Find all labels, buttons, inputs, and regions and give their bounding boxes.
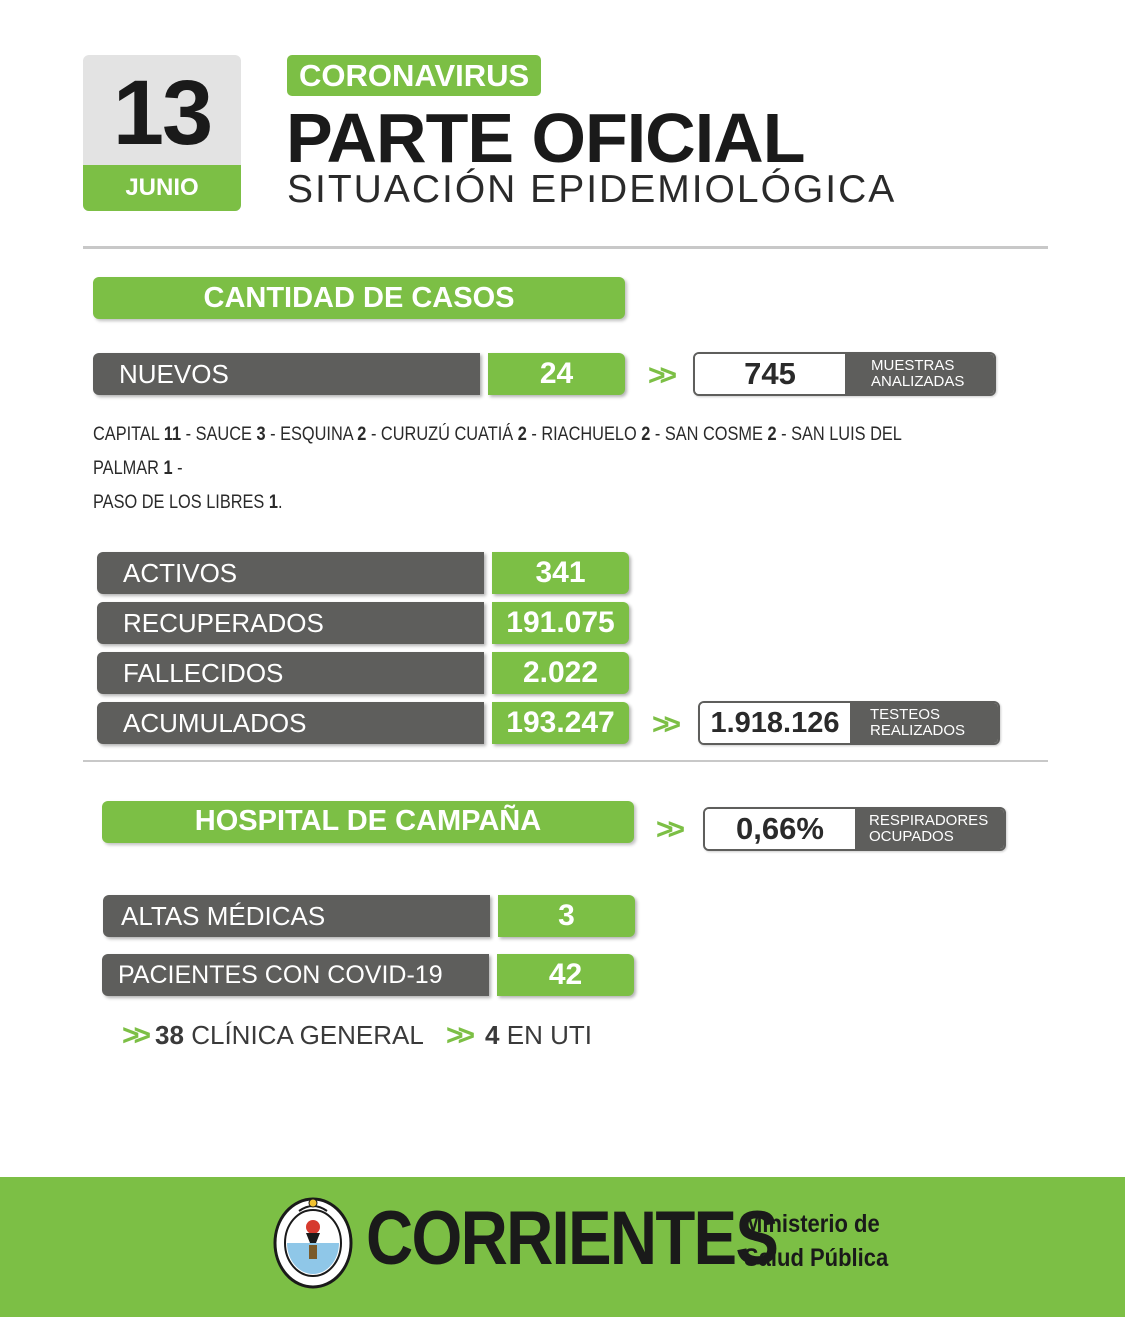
middle-divider	[83, 760, 1048, 762]
city-sep: -	[366, 424, 381, 445]
city-count: 3	[256, 424, 266, 445]
city-name: CURUZÚ CUATIÁ	[380, 424, 514, 445]
city-count: 1	[163, 458, 173, 479]
city-sep: -	[181, 424, 196, 445]
city-count: 2	[641, 424, 651, 445]
cities-list	[93, 418, 919, 520]
city-sep: -	[776, 424, 792, 445]
city-sep: -	[265, 424, 281, 445]
clinica-general-line	[122, 1020, 424, 1051]
acumulados-label: ACUMULADOS	[97, 702, 484, 744]
ministry-name	[744, 1207, 888, 1275]
cities-line-1	[93, 418, 919, 486]
city-count: 2	[357, 424, 367, 445]
respiradores-label-line2: OCUPADOS	[869, 828, 954, 845]
double-chevron-icon: >>	[446, 1018, 470, 1052]
page-title: PARTE OFICIAL	[286, 99, 805, 177]
muestras-label-line1: MUESTRAS	[871, 357, 955, 374]
city-sep: -	[526, 424, 542, 445]
testeos-label	[850, 703, 998, 743]
clinica-label: CLÍNICA GENERAL	[191, 1020, 424, 1050]
city-name: RIACHUELO	[541, 424, 637, 445]
date-badge	[83, 55, 241, 211]
altas-label: ALTAS MÉDICAS	[103, 895, 490, 937]
muestras-box	[693, 352, 996, 396]
double-chevron-icon: >>	[656, 813, 680, 846]
uti-label: EN UTI	[506, 1020, 592, 1050]
respiradores-value: 0,66%	[705, 809, 855, 849]
pacientes-label: PACIENTES CON COVID-19	[102, 954, 489, 996]
acumulados-value: 193.247	[492, 702, 629, 744]
testeos-value: 1.918.126	[700, 703, 850, 743]
city-name: SAN COSME	[664, 424, 763, 445]
pacientes-value: 42	[497, 954, 634, 996]
respiradores-box	[703, 807, 1006, 851]
date-month: JUNIO	[83, 165, 241, 211]
city-count: 11	[163, 424, 182, 445]
date-day: 13	[112, 62, 212, 164]
top-divider	[83, 246, 1048, 249]
city-count: 2	[517, 424, 527, 445]
activos-value: 341	[492, 552, 629, 594]
testeos-label-line2: REALIZADOS	[870, 722, 966, 739]
double-chevron-icon: >>	[652, 708, 676, 741]
city-name: SAN LUIS DEL PALMAR	[93, 424, 902, 479]
nuevos-label: NUEVOS	[93, 353, 480, 395]
respiradores-label	[855, 809, 1004, 849]
recuperados-value: 191.075	[492, 602, 629, 644]
coronavirus-tag: CORONAVIRUS	[287, 55, 541, 96]
double-chevron-icon: >>	[122, 1018, 146, 1052]
altas-value: 3	[498, 895, 635, 937]
city-name: PASO DE LOS LIBRES	[93, 492, 265, 513]
casos-section-header: CANTIDAD DE CASOS	[93, 277, 625, 319]
double-chevron-icon: >>	[648, 359, 672, 392]
fallecidos-label: FALLECIDOS	[97, 652, 484, 694]
testeos-label-line1: TESTEOS	[870, 706, 941, 723]
city-sep: -	[650, 424, 665, 445]
fallecidos-value: 2.022	[492, 652, 629, 694]
provincial-crest-icon	[273, 1193, 353, 1289]
uti-line	[446, 1020, 592, 1051]
clinica-count: 38	[155, 1020, 184, 1050]
city-name: ESQUINA	[280, 424, 353, 445]
province-wordmark: CORRIENTES	[366, 1196, 778, 1281]
activos-label: ACTIVOS	[97, 552, 484, 594]
city-sep: .	[277, 492, 283, 513]
recuperados-label: RECUPERADOS	[97, 602, 484, 644]
nuevos-value: 24	[488, 353, 625, 395]
muestras-label	[845, 354, 994, 394]
respiradores-label-line1: RESPIRADORES	[869, 812, 989, 829]
city-count: 2	[767, 424, 777, 445]
testeos-box	[698, 701, 1000, 745]
page-subtitle: SITUACIÓN EPIDEMIOLÓGICA	[287, 168, 897, 211]
muestras-label-line2: ANALIZADAS	[871, 373, 965, 390]
hospital-section-header: HOSPITAL DE CAMPAÑA	[102, 801, 634, 843]
ministry-line1: Ministerio de	[744, 1210, 880, 1238]
city-name: CAPITAL	[93, 424, 160, 445]
cities-line-2	[93, 486, 919, 520]
muestras-value: 745	[695, 354, 845, 394]
uti-count: 4	[485, 1020, 500, 1050]
city-sep: -	[172, 458, 183, 479]
city-count: 1	[268, 492, 278, 513]
ministry-line2: Salud Pública	[744, 1244, 889, 1272]
city-name: SAUCE	[195, 424, 252, 445]
